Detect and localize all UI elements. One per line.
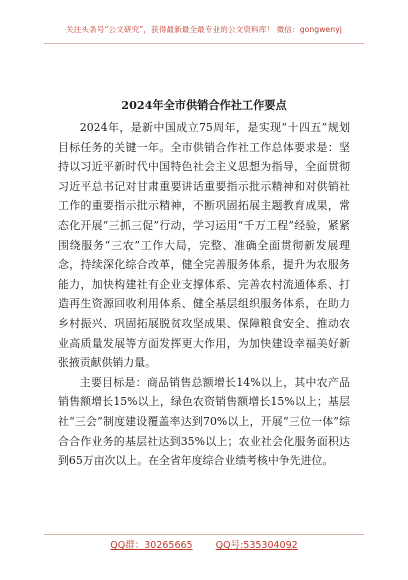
document-body [58,118,350,471]
document-title: 2024年全市供销合作社工作要点 [121,98,287,112]
contact-footer [0,537,408,551]
body-paragraph: 主要目标是：商品销售总额增长14%以上，其中农产品销售额增长15%以上，绿色农资销售额增长15%以上；基层社“三会”制度建设覆盖率达到70%以上，开展“三位一体”综合合作业务的基层社达到35%以上；农业社会化服务面积达到65万亩次以上。在全省年度综合业绩考核中争先进位。 [58,375,350,468]
footer-divider [44,534,364,535]
header-divider [44,43,364,44]
body-paragraph: 2024年，是新中国成立75周年，是实现“十四五”规划目标任务的关键一年。全市供销合作社工作总体要求是：坚持以习近平新时代中国特色社会主义思想为指导，全面贯彻习近平总书记对甘肃重要讲话重要指示批示精神和对供销社工作的重要指示批示精神，不断巩固拓展主题教育成果，常态化开展“三抓三促”行动，学习运用“千万工程”经验，紧紧围绕服务“三农”工作大局，完整、准确全面贯彻新发展理念，持续深化综合改革，健全完善服务体系，提升为农服务能力，加快构建社有企业支撑体系、完善农村流通体系、打造再生资源回收利用体系、健全基层组织服务体系，在助力乡村振兴、巩固拓展脱贫攻坚成果、保障粮食安全、推动农业高质量发展等方面发挥更大作用，为加快建设幸福美好新张掖贡献供销力量。 [58,121,350,370]
promo-header: 关注头条号“公文研究”，获得最新最全最专业的公文资料库！ 微信：gongwenyj [66,25,342,34]
qq-group-link[interactable]: QQ群：30265665 [110,540,193,551]
qq-number-link[interactable]: QQ号:535304092 [215,540,298,551]
